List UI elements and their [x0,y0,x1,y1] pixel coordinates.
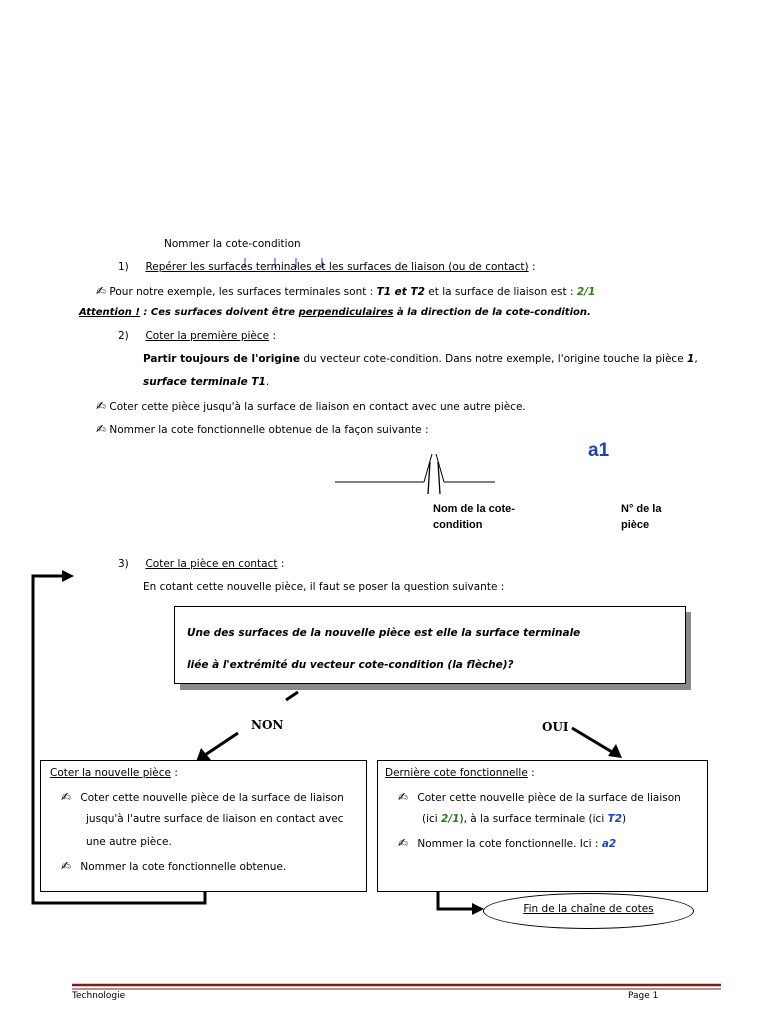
origin-dot: . [265,376,270,388]
label-non: NON [251,718,284,732]
origin-comma: , [694,353,698,365]
left-box-bullet-1-line-2: jusqu'à l'autre surface de liaison en contact avec [86,813,344,825]
footer-left: Technologie [72,991,126,1001]
question-line-1: Une des surfaces de la nouvelle pièce est elle la surface terminale [187,627,581,639]
attention-label: Attention ! [79,307,140,318]
step-1-colon: : [528,261,536,273]
left-box-bullet-1-line-1 [61,790,344,804]
left-box-bullet-2-text: Nommer la cote fonctionnelle obtenue. [80,861,287,873]
right-box-bullet-1-text-1: Coter cette nouvelle pièce de la surface de liaison [417,792,681,804]
step-1-number: 1) [118,261,129,273]
intro-line: Nommer la cote-condition [164,238,301,250]
attention-perpendiculaires: perpendiculaires [298,307,394,318]
writing-hand-icon: ✍ [61,859,72,873]
example-terminal-surfaces: T1 et T2 [376,286,425,298]
label-nom-cote [433,501,515,533]
right-box-b2-pre: Nommer la cote fonctionnelle. Ici : [417,838,602,850]
right-box-colon: : [527,767,535,779]
step-2 [118,330,276,342]
loop-arrowhead [62,570,74,582]
left-box [40,760,367,892]
label-a1: a1 [588,440,610,461]
label-nom-cote-line-2: condition [433,519,483,531]
writing-hand-icon: ✍ [96,284,107,298]
bullet-nommer-cote [96,422,429,436]
origin-piece-number: 1 [687,353,695,365]
right-box [377,760,708,892]
bullet-coter-piece-text: Coter cette pièce jusqu'à la surface de liaison en contact avec une autre pièce. [109,401,526,413]
attention-text-2: à la direction de la cote-condition. [393,307,591,318]
left-box-bullet-2 [61,859,286,873]
right-box-b1-pre: (ici [422,813,442,825]
writing-hand-icon: ✍ [398,836,409,850]
writing-hand-icon: ✍ [61,790,72,804]
writing-hand-icon: ✍ [96,399,107,413]
end-arrow [438,890,473,909]
oui-arrow [572,728,612,752]
attention-line [79,307,591,318]
right-box-b2-value: a2 [601,838,617,850]
right-box-b1-end: ) [622,813,627,825]
label-oui: OUI [542,720,569,734]
question-tail [286,692,298,700]
cote-condition-symbol [335,454,495,494]
label-num-piece-line-2: pièce [621,519,650,531]
end-of-chain-label: Fin de la chaîne de cotes [523,903,654,915]
label-nom-cote-line-1: Nom de la cote- [433,503,515,515]
step-2-colon: : [269,330,277,342]
step-3 [118,558,284,570]
step-3-colon: : [277,558,285,570]
label-num-piece [621,501,661,533]
right-box-b1-t2: T2 [607,813,623,825]
label-num-piece-line-1: N° de la [621,503,662,515]
right-box-title: Dernière cote fonctionnelle [385,767,528,779]
example-text: Pour notre exemple, les surfaces terminales sont : [109,286,377,298]
example-line [96,284,595,298]
footer-page-number: Page 1 [628,991,659,1001]
left-box-bullet-1-line-3: une autre pièce. [86,836,172,848]
question-line-2: liée à l'extrémité du vecteur cote-condition (la flèche)? [187,659,514,671]
step-3-title: Coter la pièce en contact [145,558,278,570]
left-box-title-row [50,767,178,779]
origin-surface: surface terminale T1 [143,376,266,388]
step-2-title: Coter la première pièce [145,330,270,342]
writing-hand-icon: ✍ [398,790,409,804]
step-1 [118,261,536,273]
end-of-chain-ellipse [483,893,694,929]
step-1-title: Repérer les surfaces terminales et les surfaces de liaison (ou de contact) [145,261,529,273]
right-box-b1-mid: ), à la surface terminale (ici [459,813,608,825]
right-box-bullet-1-line-2 [422,813,626,825]
bullet-coter-piece [96,399,526,413]
example-liaison-value: 2/1 [576,286,596,298]
question-intro: En cotant cette nouvelle pièce, il faut se poser la question suivante : [143,581,505,593]
left-box-title: Coter la nouvelle pièce [50,767,171,779]
origin-text: du vecteur cote-condition. Dans notre exemple, l'origine touche la pièce [300,353,687,365]
example-mid: et la surface de liaison est : [424,286,577,298]
origin-bold: Partir toujours de l'origine [143,353,301,365]
right-box-bullet-1-line-1 [398,790,681,804]
non-arrow [205,733,238,755]
step-3-number: 3) [118,558,129,570]
step-2-number: 2) [118,330,129,342]
bullet-nommer-cote-text: Nommer la cote fonctionnelle obtenue de la façon suivante : [109,424,429,436]
origin-line-2 [143,376,269,388]
right-box-bullet-2 [398,836,616,850]
right-box-title-row [385,767,535,779]
right-box-b1-liaison: 2/1 [441,813,460,825]
question-box [174,606,686,684]
origin-line-1 [143,353,698,365]
left-box-bullet-1-text-1: Coter cette nouvelle pièce de la surface de liaison [80,792,344,804]
writing-hand-icon: ✍ [96,422,107,436]
left-box-colon: : [171,767,178,779]
attention-text-1: : Ces surfaces doivent être [139,307,299,318]
